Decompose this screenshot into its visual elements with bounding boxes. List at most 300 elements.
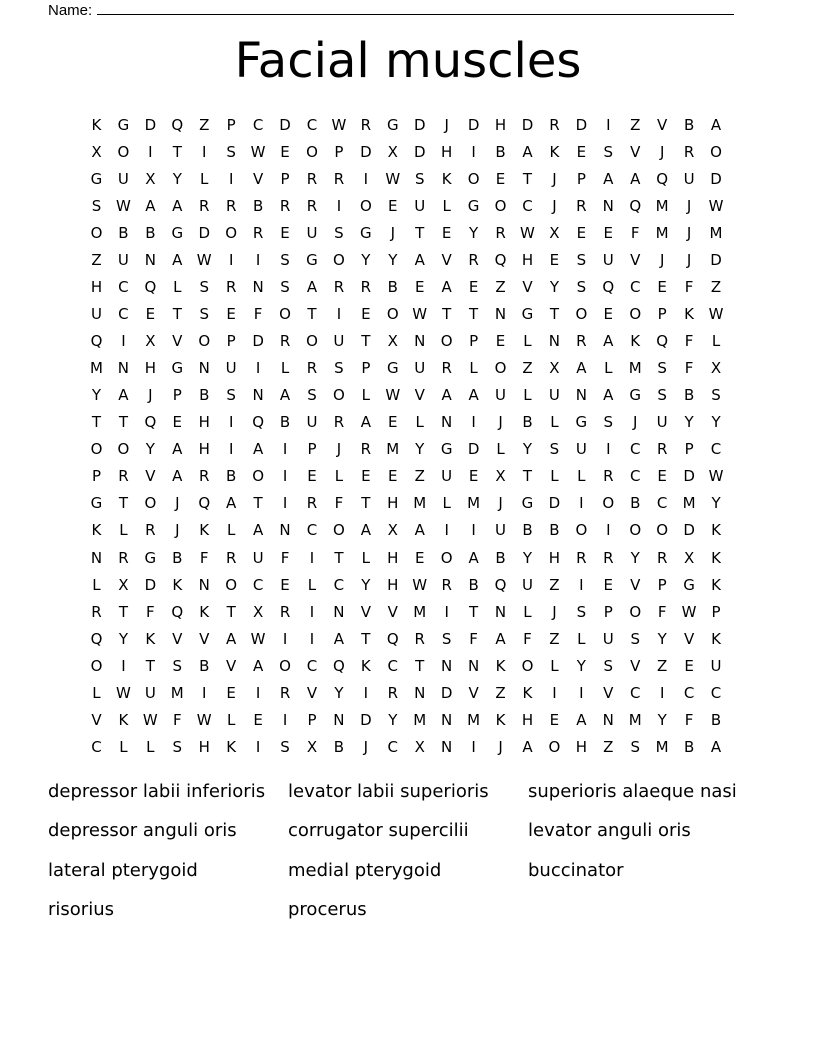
grid-letter: D bbox=[252, 332, 264, 351]
grid-letter: G bbox=[440, 440, 453, 459]
grid-letter: T bbox=[172, 143, 182, 162]
grid-letter: H bbox=[494, 116, 507, 135]
grid-letter: I bbox=[471, 143, 476, 162]
grid-letter: L bbox=[226, 710, 236, 729]
grid-letter: O bbox=[198, 332, 211, 351]
grid-letter: R bbox=[91, 602, 102, 621]
grid-letter: A bbox=[145, 197, 156, 216]
grid-letter: O bbox=[117, 440, 130, 459]
grid-letter: N bbox=[198, 359, 210, 378]
grid-letter: N bbox=[144, 251, 156, 270]
grid-letter: R bbox=[495, 224, 506, 243]
grid-letter: Y bbox=[576, 656, 586, 675]
grid-letter: K bbox=[441, 170, 452, 189]
grid-letter: I bbox=[309, 629, 315, 648]
grid-letter: D bbox=[548, 494, 561, 513]
grid-letter: Q bbox=[656, 332, 669, 351]
grid-letter: E bbox=[280, 143, 290, 162]
grid-letter: X bbox=[387, 332, 398, 351]
grid-letter: V bbox=[306, 683, 318, 702]
grid-letter: I bbox=[255, 683, 261, 702]
grid-letter: Q bbox=[198, 494, 211, 513]
grid-letter: M bbox=[628, 710, 642, 729]
grid-letter: B bbox=[683, 386, 695, 405]
grid-letter: G bbox=[467, 197, 480, 216]
grid-letter: E bbox=[495, 170, 506, 189]
grid-letter: R bbox=[603, 467, 614, 486]
grid-letter: R bbox=[360, 440, 372, 459]
grid-row bbox=[83, 436, 730, 463]
grid-letter: S bbox=[307, 386, 317, 405]
grid-letter: C bbox=[306, 521, 318, 540]
grid-letter: J bbox=[148, 386, 153, 405]
grid-letter: F bbox=[657, 602, 667, 621]
grid-letter: G bbox=[306, 251, 318, 270]
grid-letter: I bbox=[121, 332, 126, 351]
grid-letter: E bbox=[280, 575, 290, 594]
grid-letter: E bbox=[495, 332, 506, 351]
grid-letter: X bbox=[683, 548, 695, 567]
grid-letter: Z bbox=[657, 656, 668, 675]
grid-letter: V bbox=[387, 602, 398, 621]
grid-letter: S bbox=[657, 359, 667, 378]
grid-letter: F bbox=[172, 710, 182, 729]
name-label: Name: bbox=[48, 2, 93, 19]
grid-letter: E bbox=[361, 467, 371, 486]
grid-letter: H bbox=[90, 278, 103, 297]
grid-letter: R bbox=[549, 116, 560, 135]
grid-letter: L bbox=[550, 656, 559, 675]
grid-letter: M bbox=[655, 197, 669, 216]
grid-letter: C bbox=[710, 683, 722, 702]
grid-letter: G bbox=[90, 170, 103, 189]
grid-letter: E bbox=[441, 224, 452, 243]
grid-letter: O bbox=[279, 656, 291, 675]
grid-letter: U bbox=[602, 629, 614, 648]
grid-letter: D bbox=[710, 251, 722, 270]
grid-letter: C bbox=[118, 305, 129, 324]
word-list-item: corrugator supercilii bbox=[288, 820, 469, 842]
grid-letter: T bbox=[226, 602, 236, 621]
grid-letter: R bbox=[333, 413, 345, 432]
grid-row bbox=[83, 112, 730, 139]
grid-letter: E bbox=[172, 413, 183, 432]
grid-letter: U bbox=[710, 656, 722, 675]
grid-letter: V bbox=[630, 251, 641, 270]
grid-letter: A bbox=[252, 440, 264, 459]
grid-letter: R bbox=[279, 683, 291, 702]
grid-letter: D bbox=[467, 440, 480, 459]
grid-letter: B bbox=[468, 575, 479, 594]
grid-letter: K bbox=[145, 629, 156, 648]
grid-row bbox=[83, 409, 730, 436]
grid-letter: R bbox=[441, 359, 452, 378]
grid-letter: R bbox=[387, 683, 398, 702]
grid-letter: N bbox=[333, 602, 345, 621]
grid-letter: F bbox=[199, 548, 209, 567]
grid-letter: E bbox=[684, 656, 694, 675]
grid-letter: P bbox=[657, 575, 667, 594]
grid-letter: Z bbox=[549, 575, 560, 594]
grid-letter: I bbox=[228, 413, 234, 432]
grid-letter: H bbox=[387, 494, 399, 513]
grid-letter: K bbox=[684, 305, 695, 324]
grid-letter: Y bbox=[172, 170, 182, 189]
grid-letter: M bbox=[89, 359, 103, 378]
grid-row bbox=[83, 517, 730, 544]
grid-letter: O bbox=[359, 197, 372, 216]
grid-letter: S bbox=[576, 602, 587, 621]
grid-letter: X bbox=[145, 332, 156, 351]
grid-letter: A bbox=[172, 440, 183, 459]
grid-letter: H bbox=[521, 710, 534, 729]
grid-letter: Z bbox=[495, 683, 506, 702]
grid-letter: P bbox=[307, 710, 317, 729]
grid-letter: H bbox=[198, 737, 210, 756]
grid-letter: U bbox=[414, 359, 426, 378]
grid-letter: I bbox=[659, 683, 665, 702]
grid-letter: W bbox=[708, 197, 724, 216]
grid-letter: W bbox=[115, 683, 131, 702]
grid-letter: P bbox=[172, 386, 182, 405]
grid-letter: I bbox=[606, 440, 611, 459]
grid-letter: R bbox=[279, 197, 291, 216]
grid-letter: C bbox=[683, 683, 695, 702]
grid-letter: N bbox=[441, 737, 453, 756]
grid-letter: N bbox=[494, 602, 507, 621]
grid-letter: L bbox=[550, 413, 559, 432]
grid-letter: T bbox=[415, 224, 425, 243]
grid-letter: Y bbox=[361, 251, 371, 270]
grid-letter: U bbox=[521, 575, 533, 594]
grid-letter: A bbox=[333, 629, 345, 648]
grid-letter: A bbox=[252, 521, 264, 540]
grid-row bbox=[83, 707, 730, 734]
grid-row bbox=[83, 599, 730, 626]
grid-letter: K bbox=[711, 548, 721, 567]
grid-letter: O bbox=[90, 656, 103, 675]
grid-letter: G bbox=[386, 359, 399, 378]
grid-letter: G bbox=[521, 305, 534, 324]
grid-letter: V bbox=[630, 143, 641, 162]
grid-letter: O bbox=[225, 575, 238, 594]
grid-letter: W bbox=[708, 305, 724, 324]
grid-row bbox=[83, 166, 730, 193]
grid-letter: D bbox=[198, 224, 210, 243]
grid-letter: I bbox=[471, 521, 476, 540]
grid-letter: L bbox=[119, 737, 128, 756]
grid-letter: J bbox=[444, 116, 449, 135]
page-title: Facial muscles bbox=[234, 33, 582, 89]
grid-letter: U bbox=[90, 305, 102, 324]
grid-letter: D bbox=[413, 143, 426, 162]
grid-letter: C bbox=[522, 197, 533, 216]
grid-letter: S bbox=[711, 386, 721, 405]
grid-letter: D bbox=[521, 116, 534, 135]
grid-letter: G bbox=[117, 116, 130, 135]
grid-letter: T bbox=[334, 548, 344, 567]
grid-letter: Y bbox=[711, 494, 721, 513]
grid-letter: Y bbox=[549, 278, 559, 297]
grid-letter: R bbox=[576, 548, 587, 567]
grid-letter: P bbox=[469, 332, 479, 351]
grid-letter: F bbox=[280, 548, 290, 567]
grid-letter: B bbox=[522, 413, 533, 432]
grid-letter: R bbox=[656, 548, 668, 567]
grid-letter: R bbox=[360, 278, 372, 297]
grid-letter: J bbox=[686, 251, 692, 270]
grid-letter: U bbox=[656, 413, 668, 432]
grid-letter: R bbox=[414, 629, 425, 648]
grid-letter: F bbox=[469, 629, 478, 648]
grid-letter: W bbox=[681, 602, 697, 621]
grid-letter: V bbox=[91, 710, 102, 729]
grid-letter: R bbox=[576, 332, 587, 351]
grid-letter: A bbox=[360, 413, 371, 432]
grid-letter: J bbox=[552, 197, 557, 216]
grid-letter: L bbox=[307, 575, 317, 594]
grid-letter: O bbox=[629, 305, 642, 324]
grid-letter: U bbox=[306, 413, 318, 432]
grid-letter: J bbox=[552, 602, 557, 621]
grid-letter: Q bbox=[144, 278, 157, 297]
grid-letter: P bbox=[657, 305, 667, 324]
grid-letter: C bbox=[629, 467, 641, 486]
grid-letter: X bbox=[549, 359, 560, 378]
grid-letter: O bbox=[494, 197, 507, 216]
grid-letter: R bbox=[225, 548, 237, 567]
grid-letter: A bbox=[252, 656, 264, 675]
grid-letter: A bbox=[441, 278, 452, 297]
grid-letter: F bbox=[684, 278, 694, 297]
grid-letter: X bbox=[91, 143, 102, 162]
grid-letter: H bbox=[441, 143, 453, 162]
grid-letter: Y bbox=[118, 629, 128, 648]
grid-letter: I bbox=[255, 737, 261, 756]
grid-letter: M bbox=[413, 710, 427, 729]
grid-letter: A bbox=[603, 386, 614, 405]
grid-letter: M bbox=[170, 683, 184, 702]
grid-letter: I bbox=[228, 440, 234, 459]
grid-letter: V bbox=[657, 116, 668, 135]
grid-letter: E bbox=[414, 548, 425, 567]
grid-letter: U bbox=[144, 683, 156, 702]
grid-letter: J bbox=[175, 494, 180, 513]
grid-letter: R bbox=[576, 197, 587, 216]
grid-letter: O bbox=[90, 440, 103, 459]
grid-letter: X bbox=[710, 359, 722, 378]
grid-letter: K bbox=[360, 656, 371, 675]
grid-letter: H bbox=[387, 548, 399, 567]
grid-letter: D bbox=[360, 710, 372, 729]
grid-letter: E bbox=[603, 305, 614, 324]
grid-letter: Z bbox=[495, 278, 506, 297]
grid-letter: O bbox=[575, 521, 588, 540]
grid-letter: W bbox=[331, 116, 347, 135]
grid-letter: V bbox=[630, 656, 641, 675]
grid-letter: I bbox=[282, 629, 288, 648]
grid-letter: U bbox=[414, 197, 426, 216]
grid-letter: V bbox=[603, 683, 614, 702]
grid-letter: E bbox=[145, 305, 156, 324]
grid-letter: X bbox=[387, 521, 398, 540]
grid-letter: Q bbox=[171, 602, 184, 621]
grid-letter: I bbox=[309, 602, 315, 621]
grid-letter: O bbox=[548, 737, 561, 756]
grid-letter: V bbox=[630, 575, 641, 594]
grid-letter: C bbox=[252, 116, 264, 135]
grid-letter: N bbox=[467, 656, 480, 675]
grid-letter: B bbox=[549, 521, 560, 540]
grid-letter: E bbox=[576, 143, 587, 162]
grid-letter: B bbox=[630, 494, 641, 513]
grid-letter: E bbox=[226, 305, 236, 324]
grid-letter: Q bbox=[90, 629, 103, 648]
grid-letter: D bbox=[440, 683, 453, 702]
grid-letter: A bbox=[630, 170, 641, 189]
grid-letter: T bbox=[469, 602, 479, 621]
grid-letter: Y bbox=[684, 413, 694, 432]
grid-letter: L bbox=[361, 548, 371, 567]
word-list-item: buccinator bbox=[528, 859, 624, 881]
grid-letter: A bbox=[360, 521, 371, 540]
word-list-item: procerus bbox=[288, 898, 367, 920]
grid-letter: A bbox=[603, 332, 614, 351]
grid-letter: I bbox=[363, 170, 369, 189]
grid-letter: F bbox=[684, 359, 694, 378]
grid-letter: N bbox=[414, 332, 426, 351]
grid-row bbox=[83, 734, 730, 761]
grid-letter: N bbox=[602, 197, 614, 216]
grid-letter: H bbox=[575, 737, 587, 756]
grid-letter: S bbox=[280, 737, 290, 756]
grid-letter: W bbox=[250, 143, 266, 162]
grid-row bbox=[83, 626, 730, 653]
grid-letter: H bbox=[198, 413, 210, 432]
grid-letter: W bbox=[708, 467, 724, 486]
grid-letter: T bbox=[361, 332, 371, 351]
grid-letter: Z bbox=[522, 359, 533, 378]
grid-letter: G bbox=[629, 386, 642, 405]
grid-letter: X bbox=[387, 143, 398, 162]
grid-letter: J bbox=[390, 224, 395, 243]
grid-letter: Q bbox=[144, 413, 157, 432]
grid-letter: R bbox=[656, 440, 668, 459]
grid-letter: R bbox=[199, 197, 210, 216]
grid-letter: R bbox=[333, 170, 345, 189]
grid-letter: E bbox=[388, 413, 398, 432]
grid-letter: E bbox=[361, 305, 371, 324]
grid-row bbox=[83, 545, 730, 572]
grid-letter: B bbox=[710, 710, 722, 729]
letter-grid bbox=[83, 112, 730, 761]
grid-letter: O bbox=[333, 386, 345, 405]
name-blank-line bbox=[97, 0, 734, 15]
grid-letter: S bbox=[172, 737, 183, 756]
grid-letter: P bbox=[334, 143, 344, 162]
grid-letter: F bbox=[253, 305, 263, 324]
grid-letter: E bbox=[549, 251, 560, 270]
grid-letter: L bbox=[146, 737, 155, 756]
grid-letter: I bbox=[282, 467, 288, 486]
grid-letter: H bbox=[548, 548, 561, 567]
grid-letter: A bbox=[468, 548, 479, 567]
grid-letter: W bbox=[142, 710, 158, 729]
grid-letter: L bbox=[119, 521, 128, 540]
grid-letter: K bbox=[495, 656, 506, 675]
grid-letter: J bbox=[175, 521, 180, 540]
grid-letter: V bbox=[226, 656, 237, 675]
grid-letter: I bbox=[606, 521, 611, 540]
grid-letter: I bbox=[579, 575, 584, 594]
grid-letter: B bbox=[495, 143, 506, 162]
grid-letter: P bbox=[307, 440, 317, 459]
grid-letter: R bbox=[225, 197, 237, 216]
grid-letter: I bbox=[309, 548, 315, 567]
grid-letter: Z bbox=[549, 629, 560, 648]
grid-letter: V bbox=[441, 251, 452, 270]
grid-letter: R bbox=[199, 467, 210, 486]
word-list-item: levator anguli oris bbox=[528, 820, 691, 842]
grid-letter: U bbox=[495, 386, 507, 405]
grid-letter: T bbox=[522, 467, 533, 486]
grid-letter: O bbox=[225, 224, 238, 243]
grid-letter: O bbox=[333, 251, 345, 270]
grid-letter: R bbox=[333, 278, 345, 297]
grid-letter: B bbox=[522, 521, 533, 540]
grid-letter: T bbox=[522, 170, 533, 189]
grid-row bbox=[83, 490, 730, 517]
grid-letter: Q bbox=[494, 575, 507, 594]
grid-letter: N bbox=[279, 521, 291, 540]
grid-letter: I bbox=[363, 683, 369, 702]
grid-letter: B bbox=[387, 278, 398, 297]
grid-letter: O bbox=[494, 359, 507, 378]
grid-letter: Q bbox=[656, 170, 669, 189]
grid-letter: Q bbox=[171, 116, 184, 135]
grid-letter: S bbox=[576, 251, 587, 270]
grid-letter: Z bbox=[199, 116, 210, 135]
grid-letter: T bbox=[415, 656, 425, 675]
grid-letter: N bbox=[548, 332, 561, 351]
grid-letter: Z bbox=[630, 116, 641, 135]
grid-letter: C bbox=[629, 278, 641, 297]
grid-letter: S bbox=[334, 359, 344, 378]
grid-letter: Y bbox=[469, 224, 479, 243]
grid-letter: R bbox=[306, 359, 318, 378]
grid-letter: U bbox=[495, 521, 507, 540]
grid-letter: V bbox=[172, 332, 183, 351]
grid-letter: I bbox=[282, 494, 288, 513]
grid-letter: L bbox=[280, 359, 290, 378]
grid-letter: R bbox=[118, 467, 129, 486]
grid-row bbox=[83, 139, 730, 166]
grid-letter: B bbox=[118, 224, 129, 243]
grid-letter: N bbox=[252, 278, 264, 297]
grid-letter: K bbox=[118, 710, 129, 729]
grid-letter: J bbox=[363, 737, 369, 756]
grid-letter: N bbox=[333, 710, 345, 729]
grid-letter: L bbox=[173, 278, 182, 297]
grid-letter: D bbox=[467, 116, 480, 135]
grid-letter: G bbox=[171, 359, 184, 378]
grid-letter: W bbox=[385, 386, 401, 405]
grid-letter: U bbox=[225, 359, 237, 378]
grid-letter: Y bbox=[415, 440, 425, 459]
grid-letter: S bbox=[657, 386, 667, 405]
grid-letter: D bbox=[683, 521, 695, 540]
grid-letter: G bbox=[521, 494, 534, 513]
